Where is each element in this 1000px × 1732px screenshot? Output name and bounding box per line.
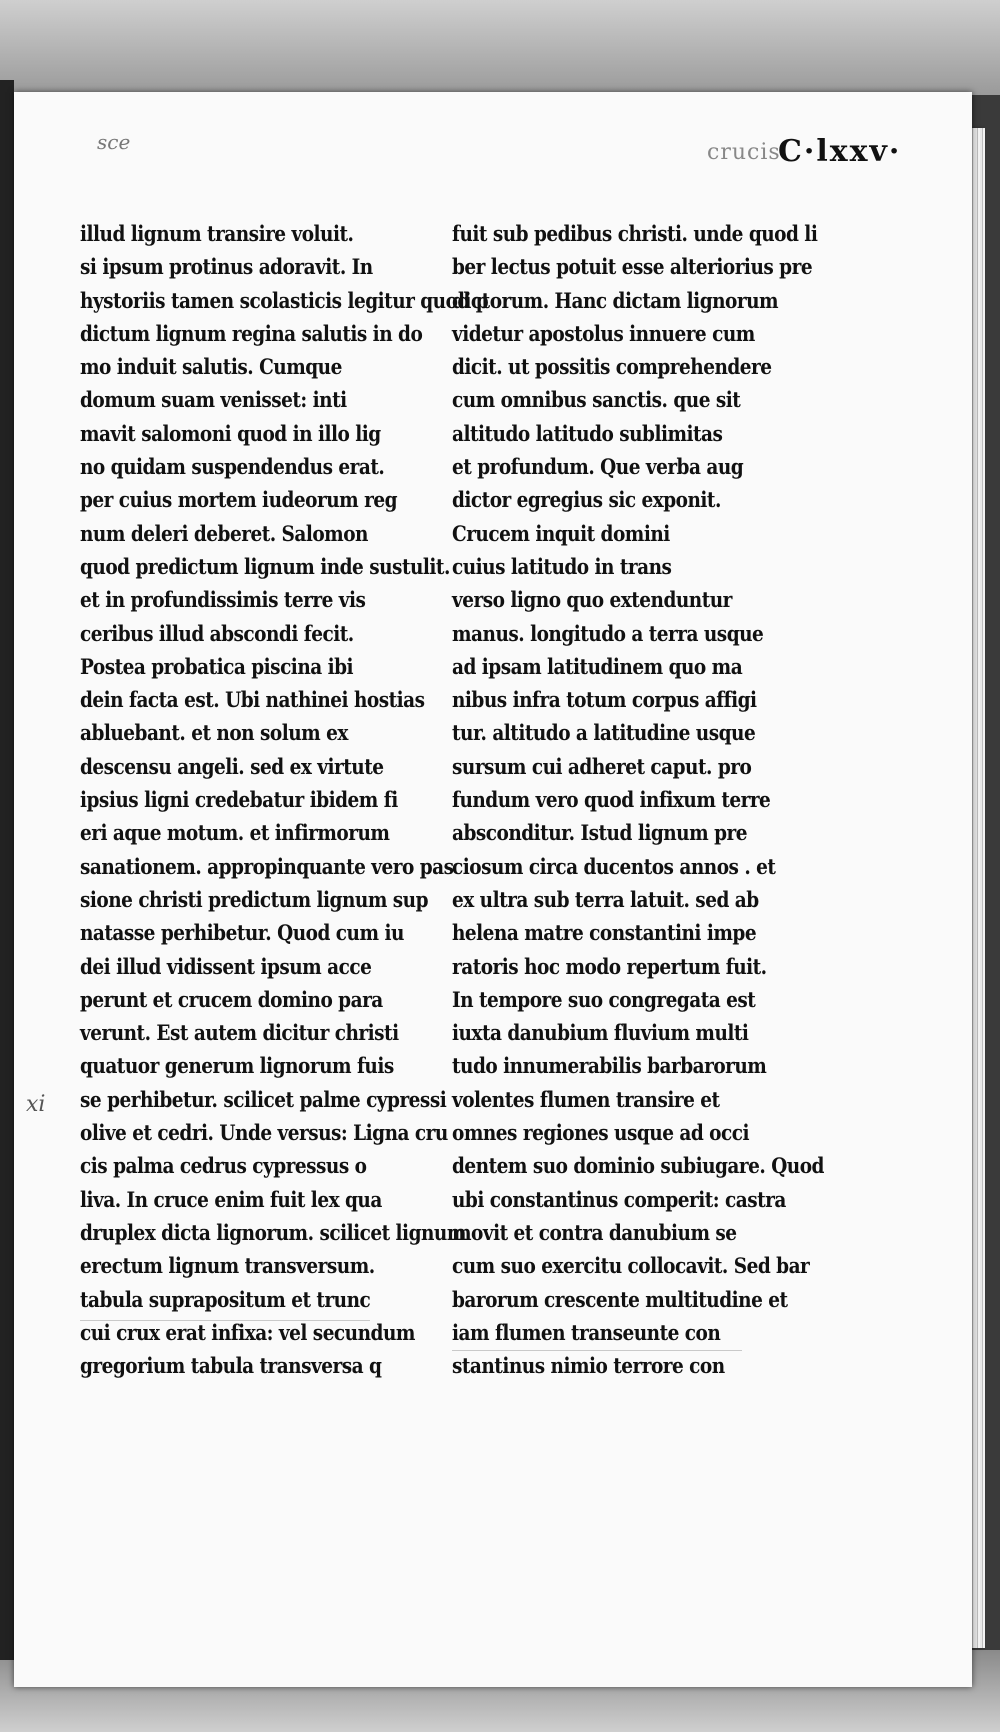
text-line: fuit sub pedibus christi. unde quod li (452, 222, 818, 247)
text-line: barorum crescente multitudine et (452, 1287, 788, 1313)
text-line: sione christi predictum lignum sup (80, 887, 429, 913)
text-line: verso ligno quo extenduntur (452, 588, 732, 614)
text-line: sursum cui adheret caput. pro (452, 754, 752, 780)
text-line: ratoris hoc modo repertum fuit. (452, 954, 767, 980)
text-line: ber lectus potuit esse alteriorius pre (452, 255, 813, 281)
folio-number: C·lxxv· (778, 134, 902, 169)
text-line: abluebant. et non solum ex (80, 721, 348, 747)
text-line: erectum lignum transversum. (80, 1254, 375, 1280)
text-line: si ipsum protinus adoravit. In (80, 255, 373, 281)
text-line: ceribus illud abscondi fecit. (80, 621, 354, 647)
text-line: descensu angeli. sed ex virtute (80, 754, 384, 780)
text-line: natasse perhibetur. Quod cum iu (80, 921, 404, 947)
text-line: nibus infra totum corpus affigi (452, 688, 757, 714)
text-line: dictorum. Hanc dictam lignorum (452, 288, 779, 314)
text-line: olive et cedri. Unde versus: Ligna cru (80, 1121, 448, 1147)
text-line: no quidam suspendendus erat. (80, 455, 385, 481)
text-line: In tempore suo congregata est (452, 987, 756, 1013)
text-line: cum omnibus sanctis. que sit (452, 388, 741, 414)
text-line: quatuor generum lignorum fuis (80, 1054, 394, 1080)
text-line: tabula suprapositum et trunc (80, 1287, 371, 1313)
ruling-line (80, 1320, 370, 1321)
text-line: iam flumen transeunte con (452, 1320, 721, 1346)
marginal-note: xi (26, 1092, 46, 1117)
text-line: et profundum. Que verba aug (452, 455, 744, 481)
text-line: cuius latitudo in trans (452, 554, 672, 580)
text-line: et in profundissimis terre vis (80, 588, 366, 614)
text-line: absconditur. Istud lignum pre (452, 821, 747, 847)
text-line: tudo innumerabilis barbarorum (452, 1054, 767, 1080)
text-line: domum suam venisset: inti (80, 388, 347, 414)
text-column-left (80, 218, 489, 1383)
text-line: cui crux erat infixa: vel secundum (80, 1320, 415, 1346)
text-line: tur. altitudo a latitudine usque (452, 721, 756, 747)
text-line: perunt et crucem domino para (80, 987, 383, 1013)
text-line: videtur apostolus innuere cum (452, 321, 755, 347)
text-line: mo induit salutis. Cumque (80, 355, 342, 381)
text-line: per cuius mortem iudeorum reg (80, 488, 397, 514)
text-line: cis palma cedrus cypressus o (80, 1154, 367, 1180)
text-line: dictor egregius sic exponit. (452, 488, 721, 514)
text-line: helena matre constantini impe (452, 921, 757, 947)
text-column-right (452, 218, 824, 1383)
text-line: altitudo latitudo sublimitas (452, 421, 723, 447)
text-line: num deleri deberet. Salomon (80, 521, 368, 547)
text-line: gregorium tabula transversa q (80, 1354, 382, 1380)
text-line: sanationem. appropinquante vero pas (80, 854, 454, 880)
text-line: cum suo exercitu collocavit. Sed bar (452, 1254, 810, 1280)
text-line: stantinus nimio terrore con (452, 1354, 725, 1380)
text-line: ad ipsam latitudinem quo ma (452, 654, 743, 680)
text-line: dictum lignum regina salutis in do (80, 321, 423, 347)
scan-backdrop-top (0, 0, 1000, 95)
text-line: se perhibetur. scilicet palme cypressi (80, 1087, 447, 1113)
text-line: volentes flumen transire et (452, 1087, 720, 1113)
text-line: druplex dicta lignorum. scilicet lignum (80, 1220, 466, 1246)
text-line: illud lignum transire voluit. (80, 222, 354, 247)
text-line: ipsius ligni credebatur ibidem fi (80, 788, 398, 814)
text-line: dicit. ut possitis comprehendere (452, 355, 772, 381)
text-line: Postea probatica piscina ibi (80, 654, 354, 680)
text-line: liva. In cruce enim fuit lex qua (80, 1187, 382, 1213)
text-line: ubi constantinus comperit: castra (452, 1187, 786, 1213)
text-line: dein facta est. Ubi nathinei hostias (80, 688, 425, 714)
text-line: mavit salomoni quod in illo lig (80, 421, 381, 447)
text-line: movit et contra danubium se (452, 1220, 737, 1246)
text-line: quod predictum lignum inde sustulit. (80, 554, 450, 580)
ruling-line (452, 1350, 742, 1351)
text-line: fundum vero quod infixum terre (452, 788, 771, 814)
running-head-right: crucis (707, 140, 781, 165)
text-line: dei illud vidissent ipsum acce (80, 954, 372, 980)
text-line: verunt. Est autem dicitur christi (80, 1021, 399, 1047)
text-line: manus. longitudo a terra usque (452, 621, 764, 647)
text-line: iuxta danubium fluvium multi (452, 1021, 749, 1047)
text-line: omnes regiones usque ad occi (452, 1121, 749, 1147)
text-line: eri aque motum. et infirmorum (80, 821, 390, 847)
text-line: dentem suo dominio subiugare. Quod (452, 1154, 824, 1180)
binding-edge (0, 80, 14, 1660)
text-line: hystoriis tamen scolasticis legitur quod p (80, 288, 489, 314)
text-line: Crucem inquit domini (452, 521, 670, 547)
running-head-left: sce (97, 130, 131, 154)
text-line: ex ultra sub terra latuit. sed ab (452, 887, 759, 913)
text-line: ciosum circa ducentos annos . et (452, 854, 776, 880)
